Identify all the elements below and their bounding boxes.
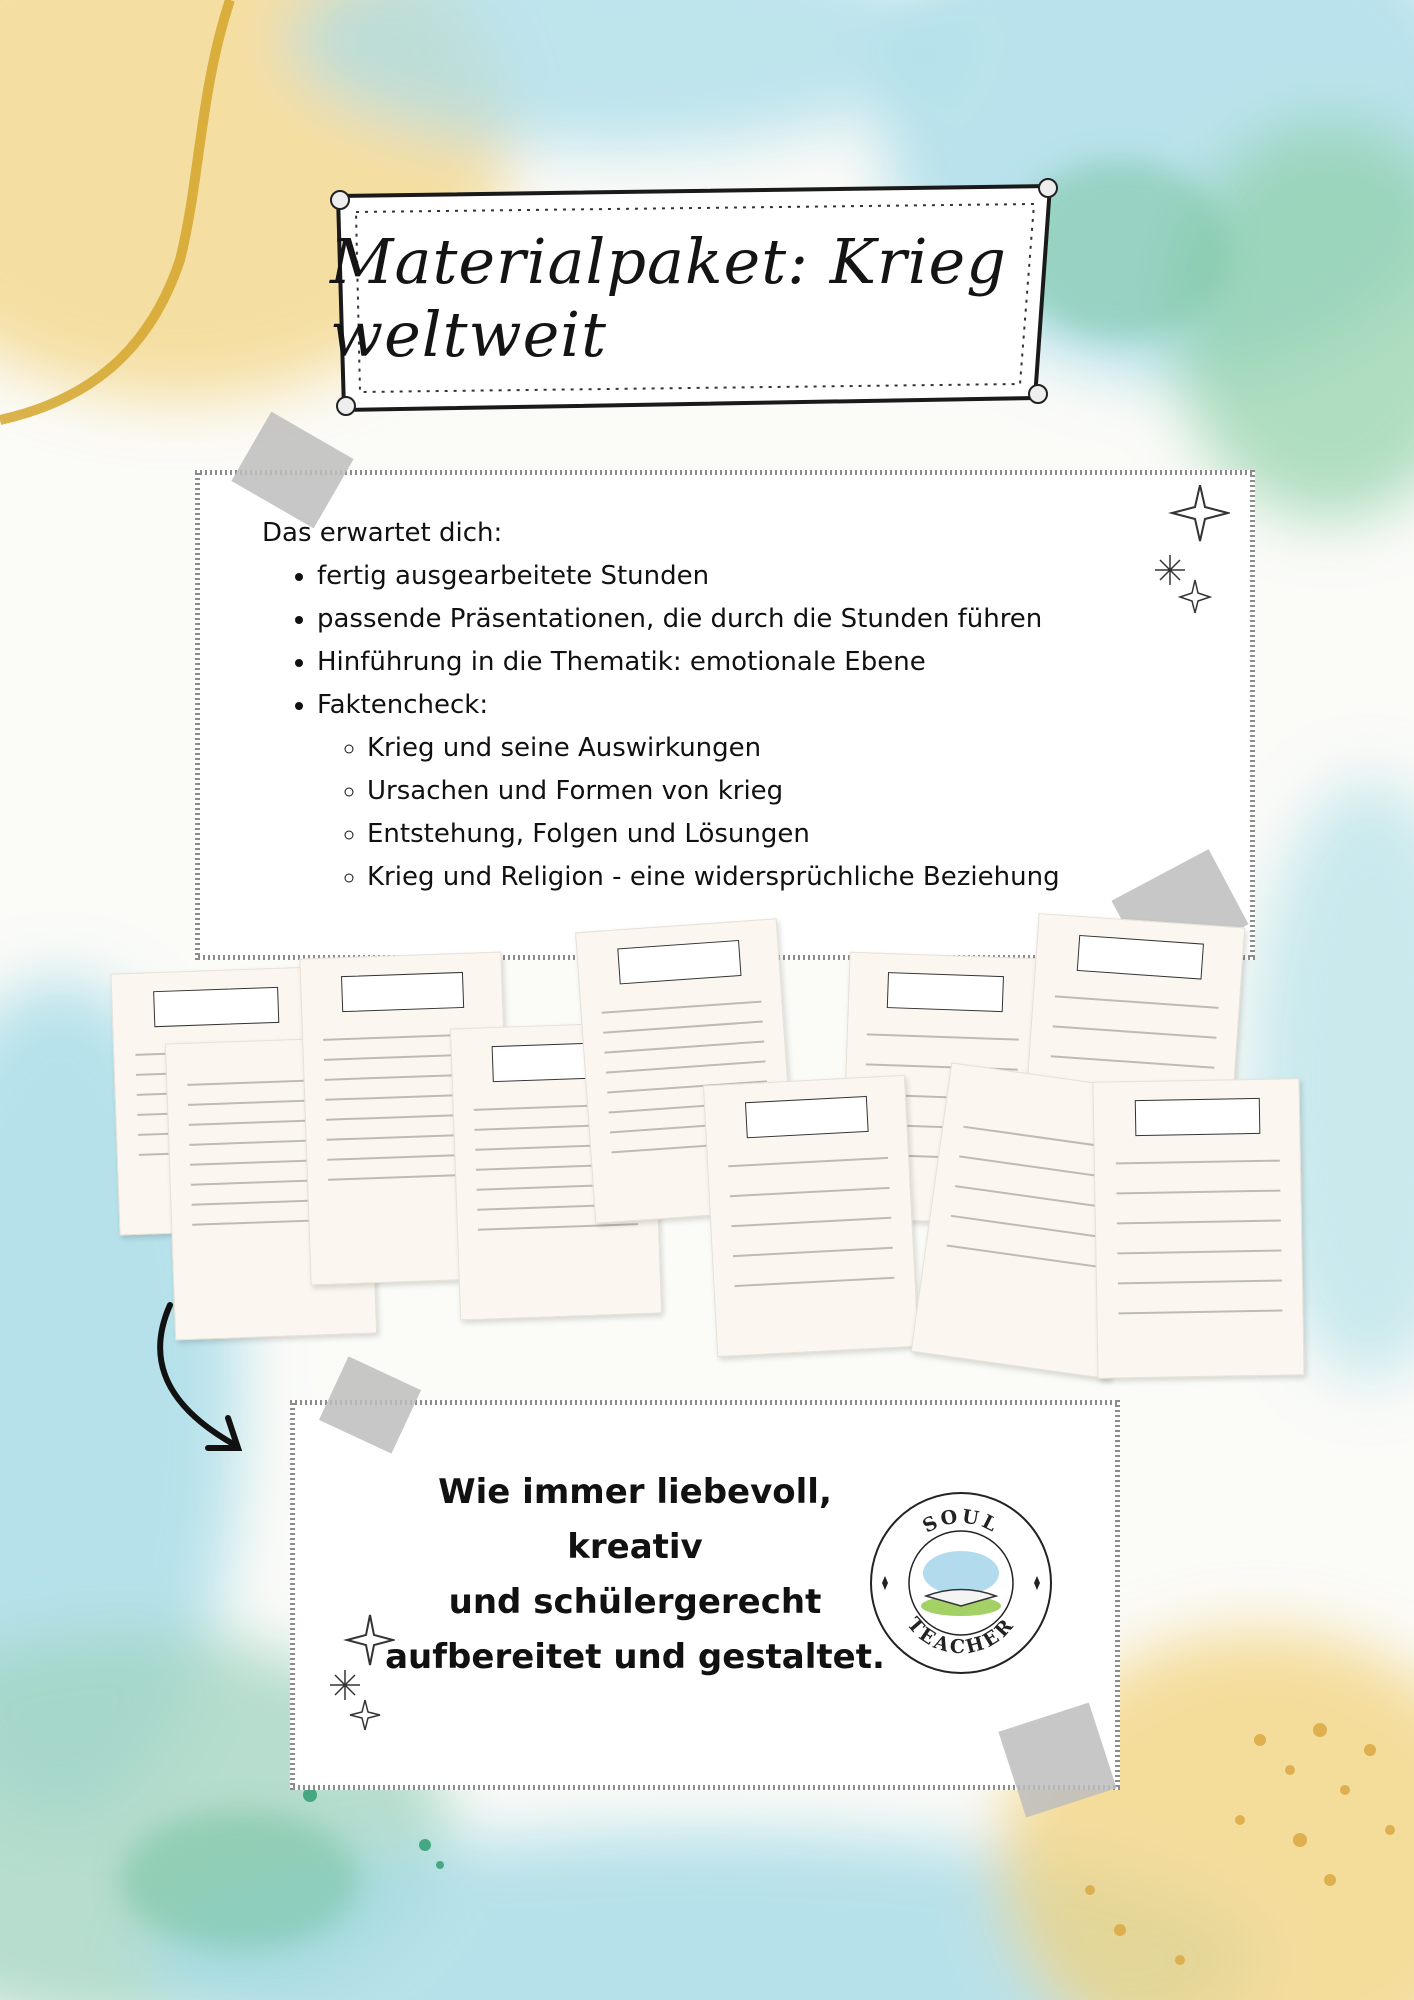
svg-text:SOUL [919, 1505, 1003, 1537]
worksheet-header [887, 972, 1004, 1012]
list-intro: Das erwartet dich: [262, 518, 503, 548]
worksheet-header [745, 1096, 869, 1138]
logo-text-bottom: TEACHER [902, 1613, 1020, 1659]
list-item: • passende Präsentationen, die durch die Stunden führen [317, 598, 1162, 641]
slogan-text [380, 1465, 890, 1685]
feature-list [262, 512, 1162, 899]
title-banner [330, 178, 1060, 418]
curved-arrow-icon [150, 1300, 250, 1460]
soul-teacher-logo [866, 1488, 1056, 1678]
svg-text:TEACHER [903, 1613, 1020, 1658]
list-item: • fertig ausgearbeitete Stunden [317, 555, 1162, 598]
worksheet-thumbnail [703, 1075, 919, 1357]
slogan-line: und schülergerecht [448, 1582, 822, 1622]
worksheet-thumbnail [1092, 1078, 1304, 1379]
slogan-line: kreativ [567, 1527, 703, 1567]
list-item [317, 684, 1162, 899]
worksheet-preview-collage [115, 915, 1315, 1385]
slogan-line: Wie immer liebevoll, [438, 1472, 832, 1512]
sub-list-item: ◦ Ursachen und Formen von krieg [367, 770, 1162, 813]
list-item-label: Faktencheck: [317, 690, 489, 720]
worksheet-header [341, 972, 464, 1012]
main-list [262, 555, 1162, 899]
worksheet-header [153, 987, 279, 1027]
logo-text-top: SOUL [919, 1505, 1003, 1538]
worksheet-header [617, 940, 741, 984]
slogan-line: aufbereitet und gestaltet. [385, 1637, 885, 1677]
worksheet-header [1077, 935, 1204, 980]
list-item: • Hinführung in die Thematik: emotionale Ebene [317, 641, 1162, 684]
sub-list-item: ◦ Krieg und Religion - eine widersprüchliche Beziehung [367, 856, 1162, 899]
sub-list-item: ◦ Krieg und seine Auswirkungen [367, 727, 1162, 770]
sub-list-item: ◦ Entstehung, Folgen und Lösungen [367, 813, 1162, 856]
worksheet-header [1135, 1098, 1261, 1136]
sub-list [317, 727, 1162, 899]
logo-text-ring [866, 1488, 1056, 1678]
sparkle-icon [1150, 485, 1230, 615]
page-title: Materialpaket: Krieg weltweit [330, 225, 1007, 371]
